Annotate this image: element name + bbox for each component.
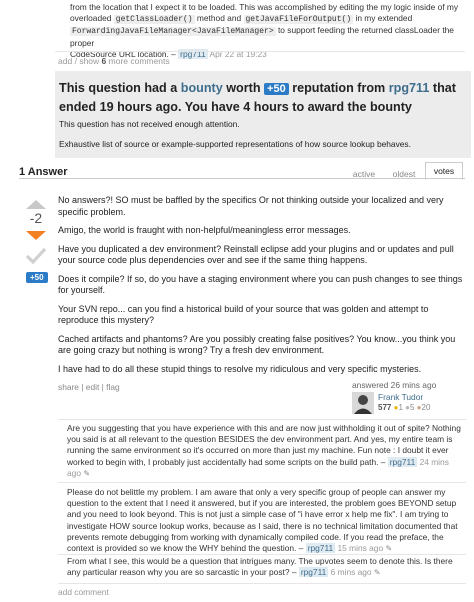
vote-count: -2 (29, 210, 43, 226)
answer-comment: Please do not belittle my problem. I am aware that only a very specific group of people can answer my question to the extent that I need it answered, but if you are interested, the problem goes BEYOND setup and you need to look beyond. This is not just a simple case of "i have error x help me fix". I am trying to investigate HOW source lookup works, because as I said, there is no technical limitation documented that prevents remote debugging from working with dynamically compiled code. If you read the preface, the context is provided so we know the WHY behind the question. – rpg711 15 mins ago ✎ (67, 487, 458, 554)
comment-separator (58, 419, 466, 420)
post-menu: share | edit | flag (58, 382, 120, 392)
answered-label: answered (352, 380, 389, 390)
add-comment-link[interactable]: add comment (58, 587, 109, 597)
edit-link[interactable]: edit (85, 382, 100, 392)
code-span: getJavaFileForOutput() (245, 15, 352, 25)
gold-badge-icon: ● (393, 403, 399, 412)
bounty-link[interactable]: bounty (180, 81, 223, 95)
answer-paragraph: No answers?! SO must be baffled by the specifics Or not thinking outside your localized and very specific problem. (58, 195, 444, 217)
answer-paragraph: Amigo, the world is fraught with non-helpful/meaningless error messages. (58, 225, 351, 235)
checkmark-icon[interactable] (25, 247, 47, 265)
comment-user-link[interactable]: rpg711 (389, 456, 416, 467)
author-name-link[interactable]: Frank Tudor (378, 392, 424, 402)
bounty-description: Exhaustive list of source or example-supported representations of how source lookup behaves. (59, 139, 411, 149)
answer-body (58, 195, 466, 375)
answered-time: 26 mins ago (390, 380, 437, 390)
question-comment: from the location that I expect it to be loaded. This was accomplished by editing the my logic inside of my overloaded getClassLoader() method and getJavaFileForOutput() in my extended ForwardingJavaFileManager<JavaFileManager> to support feeding the returned classLoader the proper CodeSource URL location. – rpg711 Apr 22 at 19:23 (70, 0, 470, 60)
comment-separator (58, 554, 466, 555)
tab-oldest[interactable]: oldest (392, 169, 416, 179)
pencil-icon[interactable]: ✎ (373, 568, 381, 578)
code-span: ForwardingJavaFileManager<JavaFileManager> (72, 27, 274, 37)
bounty-user-link[interactable]: rpg711 (388, 81, 430, 95)
answer-paragraph: Have you duplicated a dev environment? Reinstall eclipse add your plugins and or updates and pull your source code plus dependencies over and see if the same thing happens. (58, 243, 454, 265)
bounty-notice (55, 71, 471, 158)
bounty-heading: This question had a bounty worth +50 reputation from rpg711 that ended 19 hours ago. You have 4 hours to award the bounty (55, 71, 471, 116)
answer-comment: From what I see, this would be a question that intrigues many. The upvotes seem to denote this. Is there any particular reason why you are so sarcastic in your post? – rpg711 6 mins ago ✎ (67, 556, 453, 578)
answer-paragraph: Your SVN repo... can you find a historical build of your source that was golden and attempt to reproduce this mystery? (58, 303, 429, 325)
comment-time: 15 mins ago (337, 543, 384, 554)
comment-links: add / show 6 more comments (58, 56, 170, 66)
comment-user-link[interactable]: rpg711 (180, 48, 206, 59)
tab-votes[interactable]: votes (425, 162, 463, 180)
comment-separator (58, 583, 466, 584)
author-reputation: 577 ●1 ●5 ●20 (378, 403, 431, 412)
up-arrow-icon[interactable] (26, 200, 46, 209)
answer-paragraph: Does it compile? If so, do you have a staging environment where you can push changes to see things for yourself. (58, 273, 463, 295)
comment-time: 24 mins ago (67, 456, 449, 478)
comment-line: from the location that I expect it to be loaded. This was accomplished by editing the my logic inside of my (70, 2, 459, 12)
comment-separator (58, 482, 466, 483)
down-arrow-icon[interactable] (26, 231, 46, 240)
pencil-icon[interactable]: ✎ (385, 544, 393, 554)
bounty-reason: This question has not received enough attention. (59, 119, 240, 129)
add-comment-link[interactable]: add (58, 56, 73, 66)
comment-time: 6 mins ago (330, 567, 372, 578)
comment-user-link[interactable]: rpg711 (300, 567, 327, 578)
comment-separator (55, 51, 465, 52)
avatar[interactable] (352, 392, 374, 414)
share-link[interactable]: share (58, 382, 79, 392)
pencil-icon[interactable]: ✎ (83, 468, 91, 478)
answer-comment: Are you suggesting that you have experience with this and are now just withholding it out of spite? Nothing you said is at all relevant to the question BESIDES the dev environment part. And yes, my entire team is running the same environment so it's occurred on more than just my machine. Fun note : I doubt it ever worked to begin with, I probably just accidentally had some scripts on the build path. – rpg711 24 mins ago ✎ (67, 423, 461, 478)
bounty-amount-badge: +50 (264, 83, 289, 95)
bronze-badge-icon: ● (416, 403, 422, 412)
answer-paragraph: Cached artifacts and phantoms? Are you possibly creating false positives? You know...you think you are going crazy but nothing is wrong? Try a fresh dev environment. (58, 333, 456, 355)
show-more-comments-link[interactable]: show 6 more comments (79, 56, 170, 66)
comment-user-link[interactable]: rpg711 (307, 543, 334, 554)
tab-active[interactable]: active (352, 169, 376, 179)
answers-divider (19, 178, 465, 179)
bounty-award-badge: +50 (26, 272, 48, 283)
answers-count-heading: 1 Answer (19, 166, 68, 178)
silver-badge-icon: ● (405, 403, 410, 412)
bounty-status: ended 19 hours ago. You have 4 hours to award the bounty (59, 100, 412, 114)
code-span: getClassLoader() (115, 15, 193, 25)
answer-paragraph: I have had to do all these stupid things to resolve my ridiculous and very specific mysteries. (58, 363, 422, 374)
comment-time: Apr 22 at 19:23 (209, 48, 267, 59)
flag-link[interactable]: flag (106, 382, 120, 392)
user-card (352, 380, 467, 416)
